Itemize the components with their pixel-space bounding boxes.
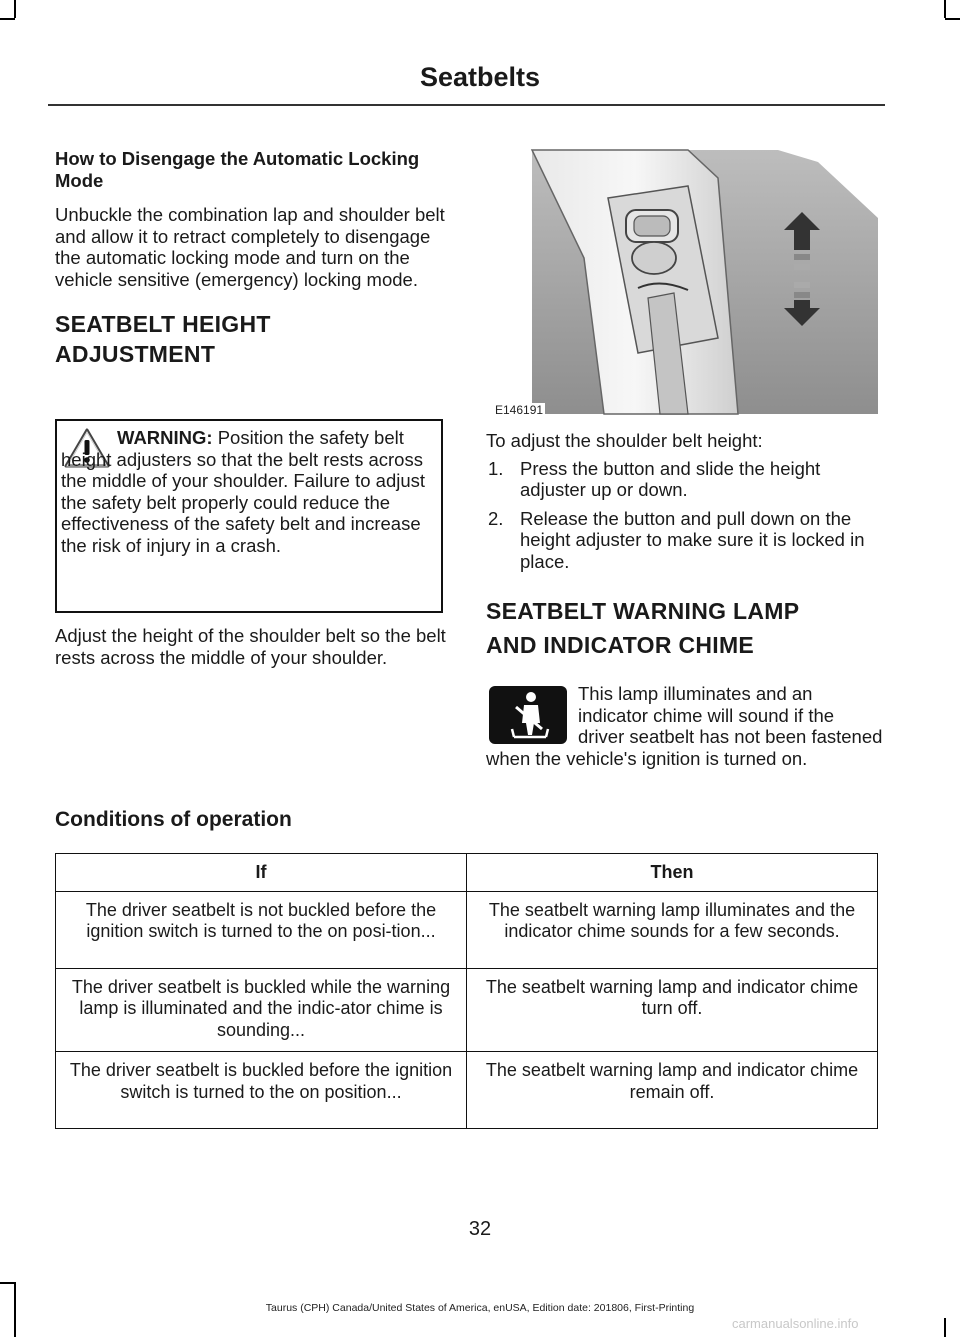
crop-mark-bottom-right-v <box>944 1318 946 1337</box>
adjust-body-block <box>55 625 447 668</box>
warning-body: Position the safety belt height adjusters so that the belt rests across the middle of your shoulder. Failure to adjust the safety belt properly could reduce the effectiveness of the safety belt and increase the risk of injury in a crash. <box>61 427 426 556</box>
conditions-table <box>55 853 878 1129</box>
header-rule <box>48 104 885 106</box>
table-row <box>56 891 878 968</box>
warning-lamp-heading-line1: SEATBELT WARNING LAMP <box>486 598 800 624</box>
seatbelt-height-adjuster-illustration <box>488 138 886 416</box>
figure-id: E146191 <box>495 403 544 417</box>
crop-mark-bottom-left-h <box>0 1282 15 1284</box>
warning-lamp-body: This lamp illuminates and an indicator chime will sound if the driver seatbelt has not been fastened when the vehicle's ignition is turned on. <box>486 683 883 769</box>
crop-mark-top-left-h <box>0 18 15 20</box>
section-title: Seatbelts <box>419 62 541 92</box>
warning-box <box>55 419 443 613</box>
table-header-row <box>56 854 878 892</box>
height-adjustment-heading-line2: ADJUSTMENT <box>55 341 216 367</box>
footer-text: Taurus (CPH) Canada/United States of America, enUSA, Edition date: 201806, First-Printing <box>265 1302 695 1314</box>
right-column <box>486 430 886 660</box>
step-text: Press the button and slide the height adjuster up or down. <box>520 457 821 500</box>
crop-mark-top-right-v <box>944 0 946 18</box>
page-number: 32 <box>468 1218 492 1240</box>
crop-mark-top-left-v <box>14 0 16 18</box>
warning-text <box>61 427 439 556</box>
step-number: 2. <box>488 507 504 529</box>
watermark: carmanualsonline.info <box>732 1316 859 1331</box>
conditions-heading: Conditions of operation <box>55 808 292 831</box>
step-text: Release the button and pull down on the height adjuster to make sure it is locked in place. <box>520 507 865 572</box>
adjust-intro: To adjust the shoulder belt height: <box>486 430 763 451</box>
automatic-locking-heading: How to Disengage the Automatic Locking Mode <box>55 148 420 191</box>
column-header-then: Then <box>467 854 878 892</box>
height-adjustment-heading-line1: SEATBELT HEIGHT <box>55 311 271 337</box>
warning-lamp-text <box>486 683 884 769</box>
cell-if: The driver seatbelt is not buckled before the ignition switch is turned to the on posi-tion... <box>56 891 467 968</box>
warning-lamp-heading-line2: AND INDICATOR CHIME <box>486 632 755 658</box>
warning-label: WARNING: <box>117 427 213 448</box>
cell-if: The driver seatbelt is buckled before the ignition switch is turned to the on position... <box>56 1052 467 1129</box>
left-column <box>55 148 447 369</box>
step-number: 1. <box>488 457 504 479</box>
cell-if: The driver seatbelt is buckled while the warning lamp is illuminated and the indic-ator chime is sounding... <box>56 968 467 1052</box>
table-row <box>56 1052 878 1129</box>
column-header-if: If <box>56 854 467 892</box>
cell-then: The seatbelt warning lamp illuminates and the indicator chime sounds for a few seconds. <box>467 891 878 968</box>
list-item <box>486 508 886 573</box>
table-row <box>56 968 878 1052</box>
adjust-steps <box>486 458 886 573</box>
list-item <box>486 458 886 501</box>
crop-mark-top-right-h <box>945 18 960 20</box>
automatic-locking-body: Unbuckle the combination lap and shoulder belt and allow it to retract completely to disengage the automatic locking mode and turn on the vehicle sensitive (emergency) locking mode. <box>55 204 445 290</box>
cell-then: The seatbelt warning lamp and indicator chime remain off. <box>467 1052 878 1129</box>
adjust-body: Adjust the height of the shoulder belt so the belt rests across the middle of your shoulder. <box>55 625 446 668</box>
cell-then: The seatbelt warning lamp and indicator chime turn off. <box>467 968 878 1052</box>
